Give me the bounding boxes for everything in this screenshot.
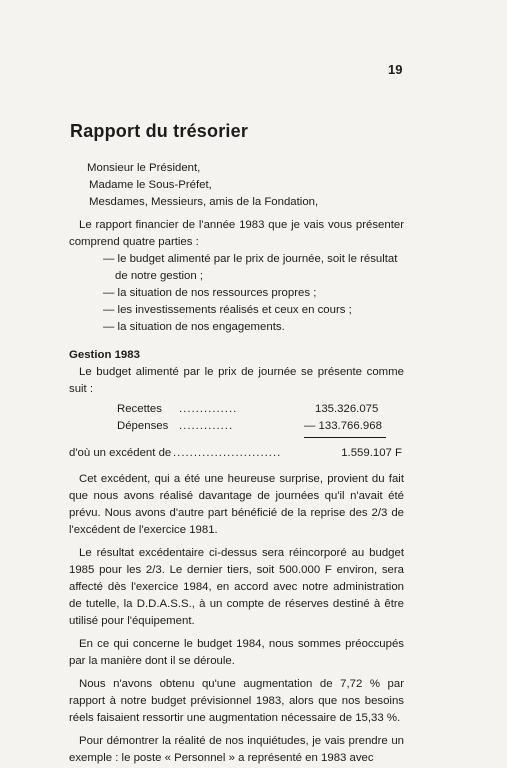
recettes-value: 135.326.075 (315, 403, 379, 415)
sum-rule (304, 437, 386, 438)
leader-dots: .......................... (173, 447, 282, 459)
intro-paragraph: Le rapport financier de l'année 1983 que je vais vous présenter comprend quatre parties : (69, 219, 404, 248)
list-item: — le budget alimenté par le prix de journée, soit le résultat de notre gestion ; (103, 253, 398, 282)
leader-dots: ............. (179, 420, 234, 432)
paragraph: Cet excédent, qui a été une heureuse surprise, provient du fait que nous avons réalisé davantage de journées qu'il n'avait été prévu. Nous avons d'autre part bénéficié de la reprise des 2/3 de l'excédent de l'exercice 1981. (69, 473, 404, 536)
salutation-line: Monsieur le Président, (87, 162, 201, 174)
list-item: — les investissements réalisés et ceux en cours ; (103, 304, 352, 316)
salutation-line: Mesdames, Messieurs, amis de la Fondation, (89, 196, 319, 208)
excedent-row (69, 445, 404, 465)
excedent-value: 1.559.107 F (341, 447, 402, 459)
salutation-line: Madame le Sous-Préfet, (89, 179, 212, 191)
excedent-label: d'où un excédent de (69, 447, 172, 459)
budget-figures (69, 399, 404, 439)
depenses-value: — 133.766.968 (304, 420, 382, 432)
section-heading: Gestion 1983 (69, 349, 140, 361)
report-body (69, 160, 404, 767)
paragraph: Le résultat excédentaire ci-dessus sera réincorporé au budget 1985 pour les 2/3. Le dernier tiers, soit 500.000 F environ, sera affecté dès l'exercice 1984, en accord avec notre administration de tutelle, la D.D.A.S.S., à un compte de réserves destiné à être utilisé pour l'équipement. (69, 547, 404, 627)
page-number: 19 (388, 62, 403, 77)
paragraph: Pour démontrer la réalité de nos inquiétudes, je vais prendre un exemple : le poste « Personnel » a représenté en 1983 avec (69, 735, 404, 764)
paragraph: En ce qui concerne le budget 1984, nous sommes préoccupés par la manière dont il se déroule. (69, 638, 404, 667)
depenses-label: Dépenses (117, 420, 169, 432)
list-item: — la situation de nos ressources propres ; (103, 287, 317, 299)
paragraph: Nous n'avons obtenu qu'une augmentation de 7,72 % par rapport à notre budget prévisionnel 1983, alors que nos besoins réels faisaient ressortir une augmentation nécessaire de 15,33 %. (69, 678, 404, 724)
list-item: — la situation de nos engagements. (103, 321, 285, 333)
gestion-lead: Le budget alimenté par le prix de journée se présente comme suit : (69, 366, 404, 395)
leader-dots: .............. (179, 403, 238, 415)
parts-list (69, 251, 404, 336)
page-title: Rapport du trésorier (70, 121, 249, 141)
recettes-label: Recettes (117, 403, 162, 415)
